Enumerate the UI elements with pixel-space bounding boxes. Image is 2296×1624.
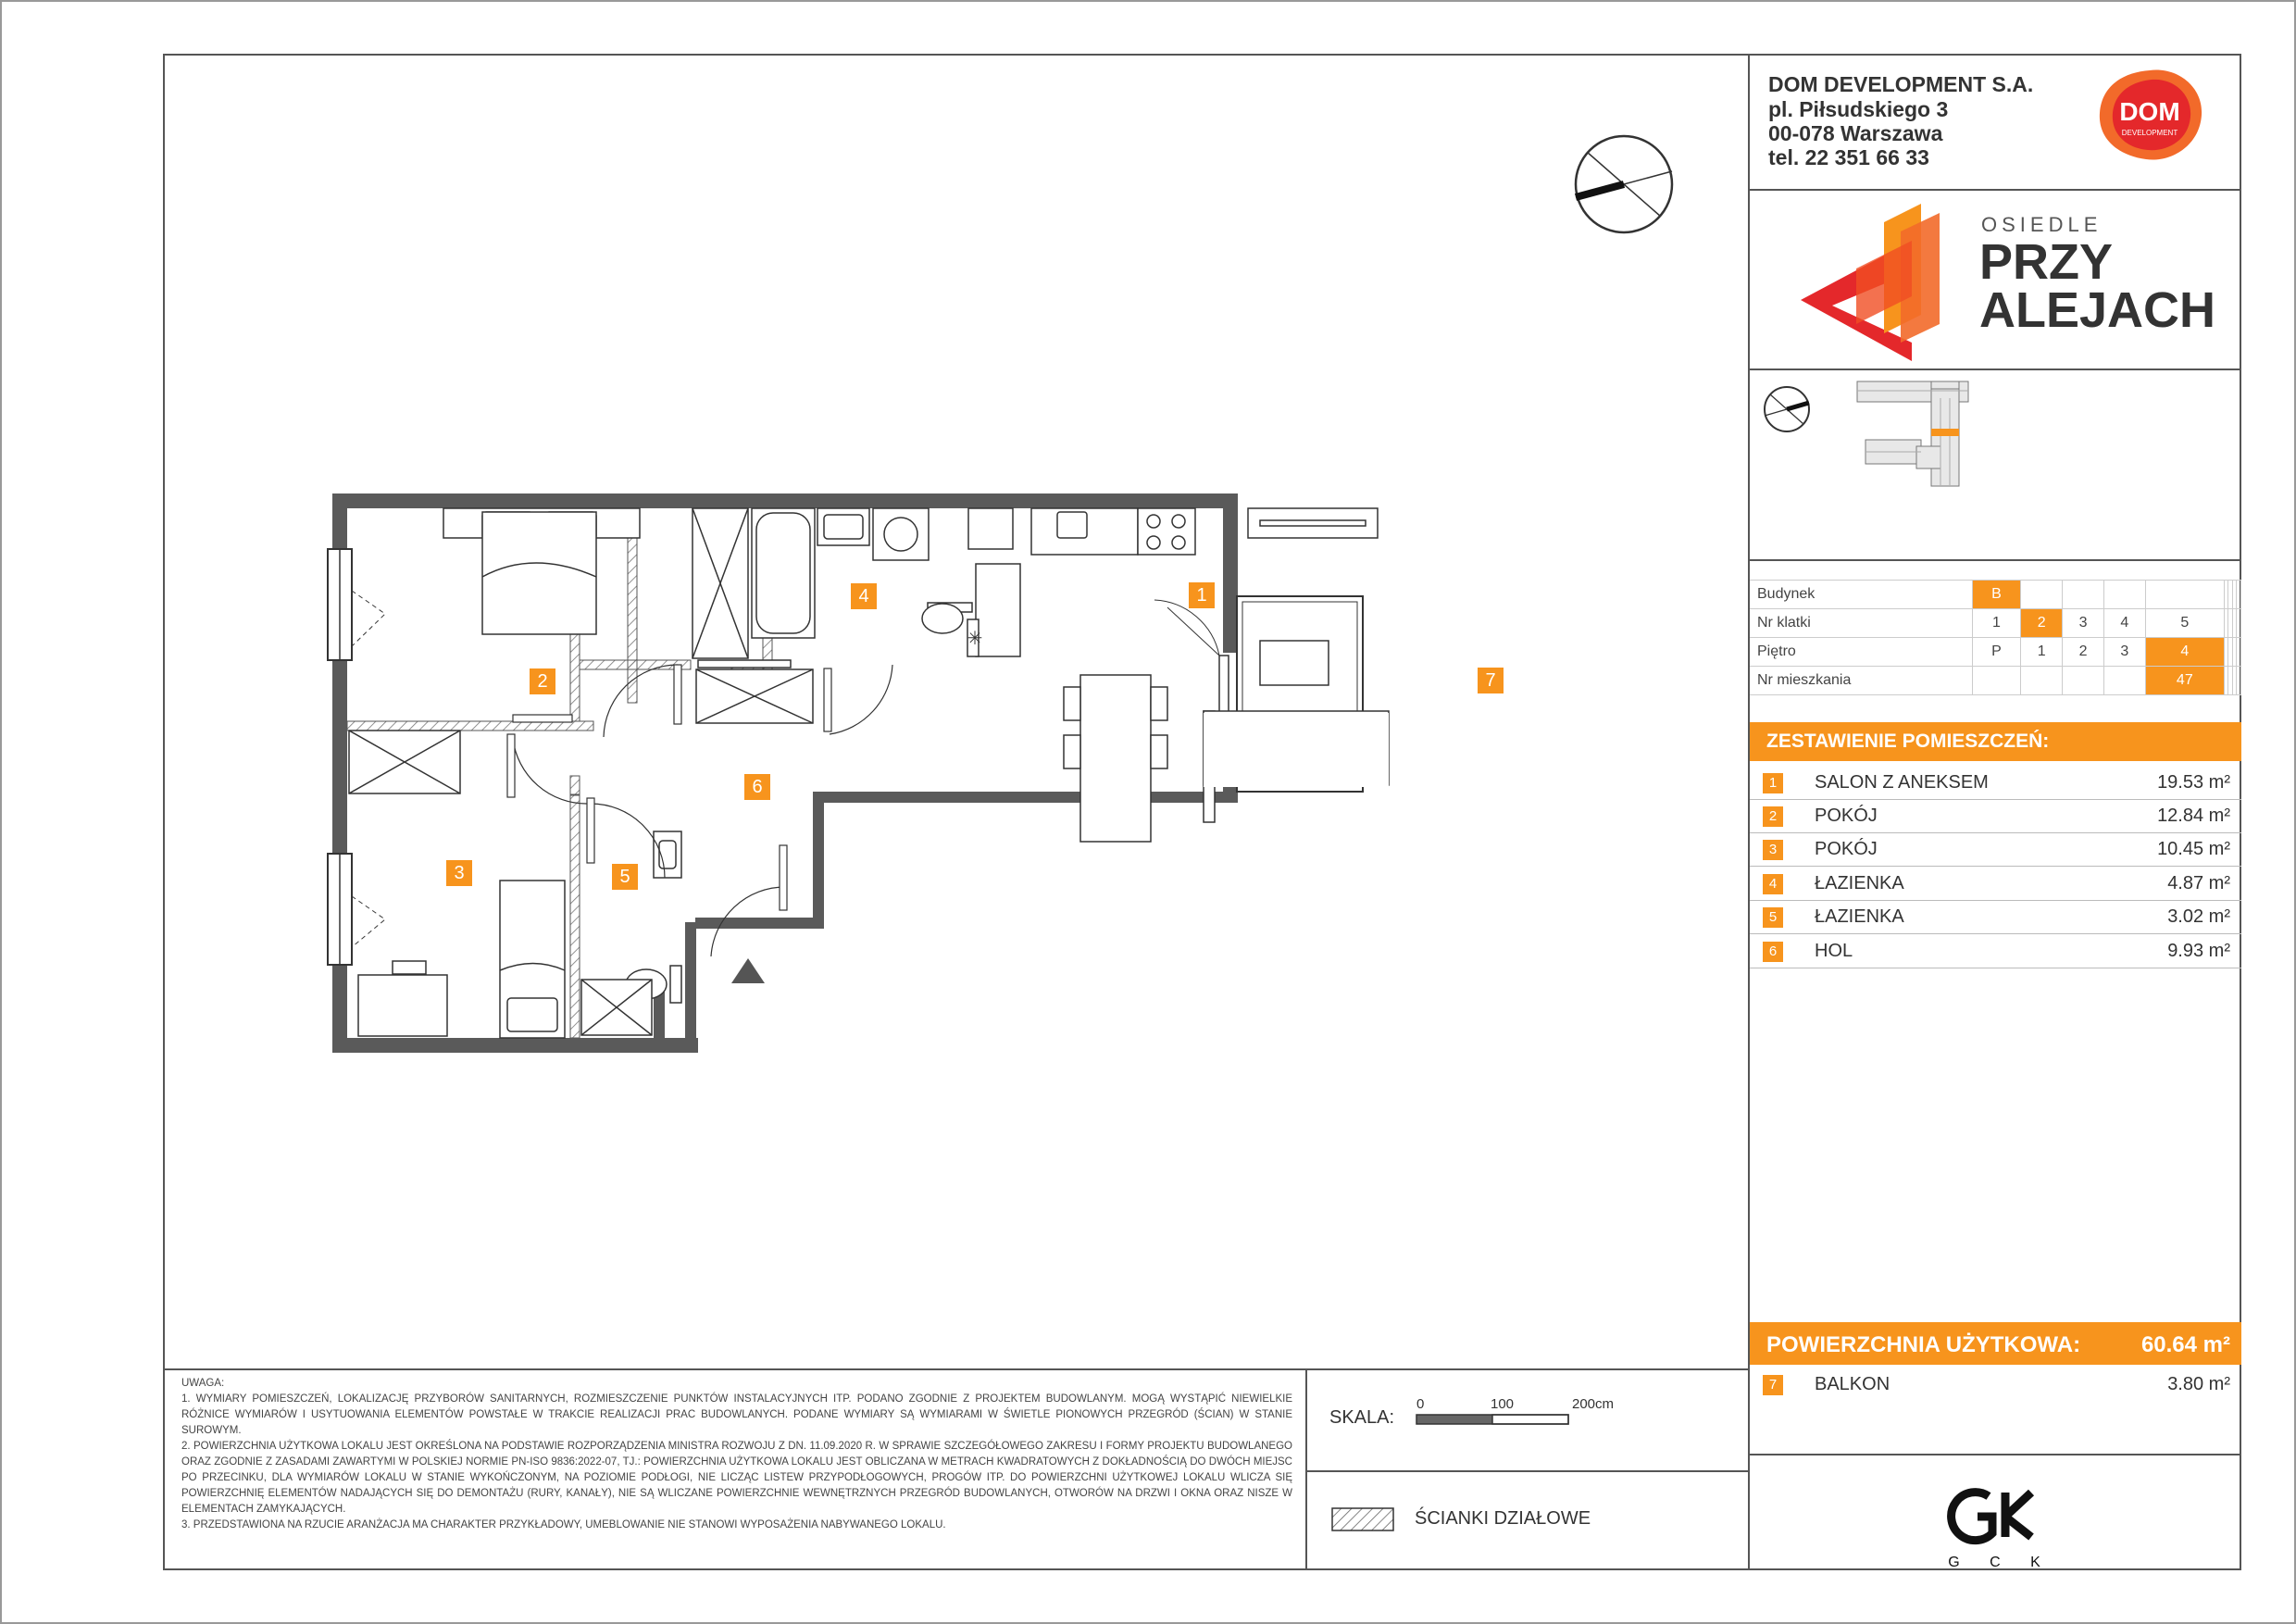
partition-legend-label: ŚCIANKI DZIAŁOWE <box>1415 1508 1591 1529</box>
room-name: HOL <box>1815 941 1853 961</box>
info-cell: 47 <box>2145 667 2224 695</box>
company-phone: tel. 22 351 66 33 <box>1768 145 1929 169</box>
info-cell <box>1972 667 2021 695</box>
bed-room3 <box>358 881 565 1038</box>
balcony-area: 3.80 m² <box>2167 1374 2230 1394</box>
room-name: POKÓJ <box>1815 806 1878 826</box>
info-label: Budynek <box>1750 581 1972 609</box>
plan-label-7: 7 <box>1478 668 1504 693</box>
window-left-top <box>328 549 385 660</box>
scale-label: SKALA: <box>1329 1407 1395 1428</box>
wardrobe-room3 <box>349 731 460 793</box>
dom-development-logo <box>2094 67 2205 163</box>
site-compass-icon <box>1765 387 1809 431</box>
floor-plan <box>163 54 1748 1368</box>
info-cell: 2 <box>2021 609 2063 638</box>
info-cell: B <box>1972 581 2021 609</box>
room-area: 12.84 m² <box>2157 806 2230 826</box>
scale-bar <box>1396 1394 1628 1441</box>
gck-logo <box>1940 1480 2061 1572</box>
info-row-klatka <box>1750 609 2241 638</box>
plan-label-2: 2 <box>530 668 555 694</box>
rooms-heading: ZESTAWIENIE POMIESZCZEŃ: <box>1750 722 2241 761</box>
room-row <box>1750 935 2241 968</box>
room-number: 6 <box>1763 942 1783 962</box>
info-cell <box>2103 667 2145 695</box>
title-block <box>1748 54 2241 1570</box>
info-cell <box>2237 667 2241 695</box>
room-number: 4 <box>1763 874 1783 894</box>
info-cell: 5 <box>2145 609 2224 638</box>
project-block <box>1750 191 2241 370</box>
total-area-value: 60.64 m² <box>2140 1332 2230 1357</box>
info-cell: 4 <box>2145 638 2224 667</box>
site-plan-block <box>1750 370 2241 561</box>
info-label: Nr klatki <box>1750 609 1972 638</box>
svg-text:DEVELOPMENT: DEVELOPMENT <box>2121 129 2178 137</box>
info-row-mieszkanie <box>1750 667 2241 695</box>
room-area: 9.93 m² <box>2167 941 2230 961</box>
balcony-row <box>1750 1365 2241 1455</box>
room-area: 19.53 m² <box>2157 772 2230 793</box>
room-number: 2 <box>1763 806 1783 827</box>
info-row-budynek <box>1750 581 2241 609</box>
room-number: 1 <box>1763 773 1783 793</box>
info-cell <box>2237 609 2241 638</box>
info-cell <box>2237 638 2241 667</box>
info-cell <box>2145 581 2224 609</box>
company-street: pl. Piłsudskiego 3 <box>1768 97 1949 121</box>
plan-label-5: 5 <box>612 864 638 890</box>
project-name-line1: OSIEDLE <box>1981 213 2103 236</box>
note-item: 1. WYMIARY POMIESZCZEŃ, LOKALIZACJĘ PRZYBORÓW SANITARNYCH, ROZMIESZCZENIE PUNKTÓW INSTALACYJNYCH ITP. PODANO ZGODNIE Z PROJEKTEM BUDOWLANYM. MOGĄ WYSTĄPIĆ NIEWIELKIE RÓŻNICE WYMIARÓW I USYTUOWANIA ELEMENTÓW POWSTAŁE W TRAKCIE REALIZACJI PRAC BUDOWLANYCH. PODANE WYMIARY SĄ WYMIARAMI W ŚWIETLE PIONOWYCH PRZEGRÓD (ŚCIAN) W STANIE SUROWYM. <box>181 1393 1292 1436</box>
room-row <box>1750 767 2241 800</box>
total-area-label: POWIERZCHNIA UŻYTKOWA: <box>1766 1332 2081 1357</box>
plan-label-6: 6 <box>744 774 770 800</box>
note-item: 3. PRZEDSTAWIONA NA RZUCIE ARANŻACJA MA CHARAKTER PRZYKŁADOWY, UMEBLOWANIE NIE STANOWI WYPOSAŻENIA NABYWANEGO LOKALU. <box>181 1519 946 1530</box>
room-name: SALON Z ANEKSEM <box>1815 772 1989 793</box>
floor-plan-drawing <box>163 54 1748 1368</box>
room-row <box>1750 800 2241 833</box>
scale-tick-100: 100 <box>1491 1396 1515 1412</box>
info-cell: 4 <box>2103 609 2145 638</box>
scale-tick-0: 0 <box>1416 1396 1425 1412</box>
bathroom4-fixtures <box>693 508 972 723</box>
info-cell <box>2021 667 2063 695</box>
room-row <box>1750 868 2241 901</box>
room-number: 3 <box>1763 840 1783 860</box>
notes-divider <box>1305 1368 1307 1570</box>
notes-top-border <box>163 1368 1750 1370</box>
window-left-bottom <box>328 854 385 965</box>
company-city: 00-078 Warszawa <box>1768 121 1943 145</box>
plan-label-3: 3 <box>446 860 472 886</box>
project-logo-mark <box>1801 204 1977 361</box>
info-cell: 2 <box>2063 638 2104 667</box>
plan-label-1: 1 <box>1189 582 1215 608</box>
info-cell <box>2103 581 2145 609</box>
info-cell <box>2237 581 2241 609</box>
note-item: 2. POWIERZCHNIA UŻYTKOWA LOKALU JEST OKREŚLONA NA PODSTAWIE ROZPORZĄDZENIA MINISTRA ROZWOJU Z DN. 11.09.2020 R. W SPRAWIE SZCZEGÓŁOWEGO ZAKRESU I FORMY PROJEKTU BUDOWLANEGO ORAZ ZGODNIE Z ZASADAMI ZAWARTYMI W POLSKIEJ NORMIE PN-ISO 9836:2022-07, TJ.: POWIERZCHNIA UŻYTKOWA LOKALU JEST OBLICZANA W METRACH KWADRATOWYCH Z DOKŁADNOŚCIĄ DO DWÓCH MIEJSC PO PRZECINKU, DLA WYMIARÓW LOKALU W STANIE WYKOŃCZONYM, NA POZIOMIE PODŁOGI, NIE LICZĄC LISTEW PRZYPODŁOGOWYCH, PROGÓW ITP. DO POWIERZCHNI UŻYTKOWEJ LOKALU WLICZA SIĘ POWIERZCHNIĘ ELEMENTÓW NADAJĄCYCH SIĘ DO DEMONTAŻU (RURY, KANAŁY), NIE SĄ WLICZANE POWIERZCHNIE WEWNĘTRZNYCH PRZEGRÓD BUDOWLANYCH, OTWORÓW NA DRZWI I OKNA ORAZ NISZE W ELEMENTACH ZAMYKAJĄCYCH. <box>181 1441 1292 1515</box>
notes-block <box>181 1376 1292 1533</box>
legend-divider <box>1305 1470 1748 1472</box>
room-area: 10.45 m² <box>2157 839 2230 859</box>
vent-icon: ✳ <box>967 629 983 649</box>
room-name: ŁAZIENKA <box>1815 906 1904 927</box>
balcony-number: 7 <box>1763 1375 1783 1395</box>
room-name: POKÓJ <box>1815 839 1878 859</box>
info-label: Nr mieszkania <box>1750 667 1972 695</box>
notes-title: UWAGA: <box>181 1378 225 1389</box>
entrance-arrow-icon <box>731 958 765 983</box>
project-name-line3: ALEJACH <box>1979 282 2216 338</box>
room-row <box>1750 833 2241 867</box>
info-cell: 1 <box>1972 609 2021 638</box>
site-plan-drawing <box>1750 370 2241 561</box>
info-cell: P <box>1972 638 2021 667</box>
bed-room2 <box>443 508 640 634</box>
bathroom5-fixtures <box>581 831 681 1035</box>
compass-icon <box>1576 136 1672 232</box>
company-name: DOM DEVELOPMENT S.A. <box>1768 72 2034 96</box>
room-area: 3.02 m² <box>2167 906 2230 927</box>
entrance-door <box>711 845 787 956</box>
apartment-info-table <box>1750 580 2241 695</box>
info-cell <box>2063 581 2104 609</box>
info-label: Piętro <box>1750 638 1972 667</box>
room-number: 5 <box>1763 907 1783 928</box>
project-name-line2: PRZY <box>1979 234 2114 290</box>
room-row <box>1750 901 2241 934</box>
info-cell <box>2063 667 2104 695</box>
partition-hatch-swatch <box>1331 1507 1394 1531</box>
balcony-name: BALKON <box>1815 1374 1890 1394</box>
total-area-bar <box>1750 1322 2241 1365</box>
info-cell: 1 <box>2021 638 2063 667</box>
svg-text:DOM: DOM <box>2119 97 2180 126</box>
info-cell: 3 <box>2063 609 2104 638</box>
scale-tick-200: 200cm <box>1572 1396 1615 1412</box>
info-cell <box>2021 581 2063 609</box>
info-cell: 3 <box>2103 638 2145 667</box>
door-bathroom4 <box>824 665 892 734</box>
company-block <box>1750 54 2241 191</box>
room-name: ŁAZIENKA <box>1815 873 1904 893</box>
svg-text:G C K: G C K <box>1948 1555 2053 1570</box>
plan-label-4: 4 <box>851 583 877 609</box>
info-row-pietro <box>1750 638 2241 667</box>
room-area: 4.87 m² <box>2167 873 2230 893</box>
